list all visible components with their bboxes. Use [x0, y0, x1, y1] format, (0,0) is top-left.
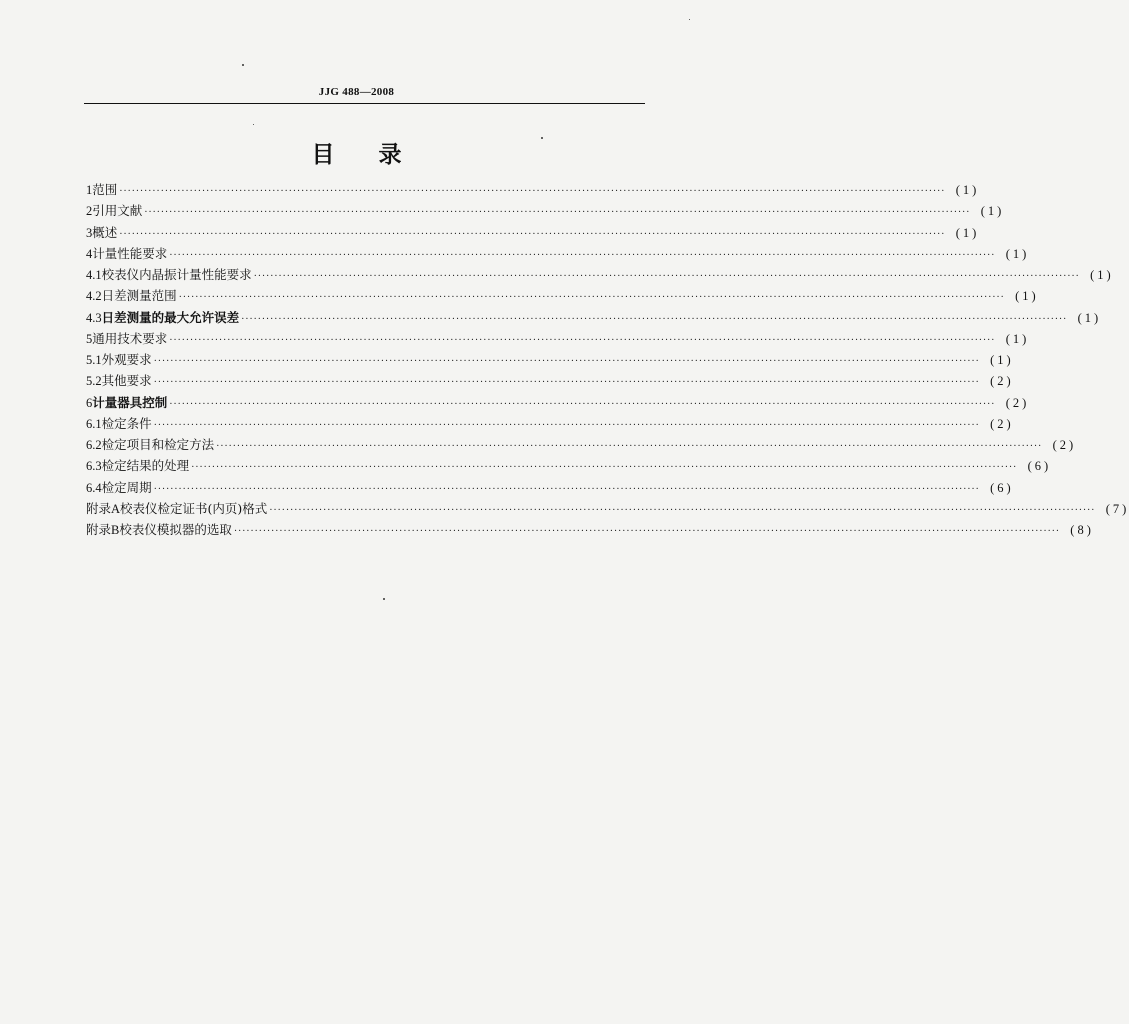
toc-entry-title: 计量性能要求 [92, 245, 168, 261]
toc-entry-page: (1) [980, 204, 1005, 219]
toc-dot-leader: ········································································································································································································ [169, 398, 996, 410]
toc-dot-leader: ········································································································································································································ [169, 249, 996, 261]
toc-dot-leader: ········································································································································································································ [191, 462, 1018, 474]
toc-entry-title: 检定项目和检定方法 [101, 437, 215, 452]
toc-entry [86, 371, 1014, 392]
toc-entry [86, 223, 980, 244]
toc-entry-title: 校表仪检定证书(内页)格式 [120, 500, 268, 516]
toc-entry [86, 308, 1102, 329]
toc-entry [86, 350, 1014, 371]
toc-entry-number: 附录B [86, 523, 120, 537]
toc-entry-title: 引用文献 [92, 203, 143, 219]
toc-entry [86, 478, 1014, 499]
toc-entry-page: (8) [1070, 523, 1094, 537]
toc-entry-page: (1) [1077, 310, 1102, 325]
toc-entry-title: 通用技术要求 [92, 330, 168, 346]
toc-entry-title: 检定条件 [101, 415, 152, 431]
toc-entry-title: 概述 [92, 224, 118, 240]
toc-entry-title: 校表仪模拟器的选取 [119, 522, 232, 537]
toc-dot-leader: ········································································································································································································ [153, 356, 980, 367]
toc-entry-number: 6.2 [86, 438, 102, 452]
toc-entry-page: (6) [990, 480, 1014, 495]
toc-dot-leader: ········································································································································································································ [253, 271, 1080, 282]
toc-entry-page: (2) [1005, 395, 1030, 410]
scan-speck [541, 137, 543, 139]
toc-entry-number: 6 [86, 395, 93, 410]
scan-speck [383, 598, 385, 600]
toc-entry-page: (1) [1005, 331, 1030, 346]
toc-entry-page: (1) [990, 353, 1014, 367]
toc-entry-number: 附录A [86, 501, 121, 516]
toc-entry-number: 2 [86, 204, 93, 219]
toc-dot-leader: ········································································································································································································ [119, 186, 946, 197]
scan-speck [242, 64, 244, 66]
toc-entry-page: (2) [990, 416, 1014, 431]
toc-entry-title: 其他要求 [101, 373, 152, 389]
toc-entry-page: (2) [990, 374, 1014, 389]
toc-entry-page: (1) [1090, 268, 1114, 282]
toc-dot-leader: ········································································································································································································ [216, 441, 1043, 452]
toc-entry-page: (1) [955, 225, 980, 240]
toc-entry [86, 499, 1129, 520]
toc-dot-leader: ········································································································································································································ [153, 483, 980, 495]
toc-entry-number: 3 [86, 225, 93, 240]
toc-entry [86, 244, 1030, 265]
toc-entry-title: 检定周期 [101, 479, 152, 495]
toc-entry-number: 1 [86, 183, 93, 197]
toc-entry-number: 4.3 [86, 310, 102, 325]
toc-entry-page: (2) [1052, 438, 1077, 452]
scan-speck [253, 124, 254, 125]
toc-entry-number: 4.2 [86, 289, 102, 304]
toc-dot-leader: ········································································································································································································ [269, 504, 1096, 516]
header-rule [84, 103, 645, 104]
toc-entry [86, 201, 1005, 222]
scan-speck [689, 19, 690, 20]
toc-entry [86, 329, 1030, 350]
toc-entry-number: 5.1 [86, 353, 102, 367]
toc-entry [86, 393, 1030, 414]
toc-entry-number: 6.3 [86, 459, 102, 474]
toc-entry-page: (1) [1015, 289, 1039, 304]
toc-entry-number: 6.4 [86, 480, 102, 495]
toc-entry-number: 5 [86, 331, 93, 346]
toc-dot-leader: ········································································································································································································ [178, 292, 1005, 304]
toc-entry-title: 计量器具控制 [92, 394, 168, 410]
toc-entry-page: (7) [1105, 501, 1129, 516]
toc-entry-title: 日差测量范围 [101, 288, 177, 304]
document-code-header: JJG 488—2008 [318, 86, 395, 98]
toc-entry [86, 456, 1052, 477]
toc-entry-page: (1) [1005, 246, 1030, 261]
toc-dot-leader: ········································································································································································································ [169, 334, 996, 346]
toc-dot-leader: ········································································································································································································ [119, 228, 946, 240]
toc-entry-title: 校表仪内晶振计量性能要求 [101, 267, 252, 282]
toc-entry-number: 4.1 [86, 268, 102, 282]
toc-dot-leader: ········································································································································································································ [144, 207, 971, 219]
toc-entry [86, 520, 1094, 541]
toc-entry-title: 检定结果的处理 [101, 458, 190, 474]
toc-entry-title: 日差测量的最大允许误差 [101, 309, 240, 325]
page-title: 目录 [311, 142, 446, 168]
toc-dot-leader: ········································································································································································································ [241, 313, 1068, 325]
toc-entry-number: 4 [86, 246, 93, 261]
toc-entry-number: 6.1 [86, 416, 102, 431]
toc-entry-title: 范围 [92, 182, 118, 197]
toc-entry [86, 180, 980, 201]
toc-dot-leader: ········································································································································································································ [153, 419, 980, 431]
toc-entry [86, 265, 1114, 286]
toc-entry [86, 286, 1039, 307]
toc-entry-page: (1) [955, 183, 980, 197]
table-of-contents [86, 180, 1129, 541]
toc-entry-page: (6) [1027, 459, 1052, 474]
toc-entry-title: 外观要求 [101, 352, 152, 367]
toc-dot-leader: ········································································································································································································ [233, 526, 1060, 537]
toc-entry [86, 414, 1014, 435]
toc-entry-number: 5.2 [86, 374, 102, 389]
toc-entry [86, 435, 1077, 456]
toc-dot-leader: ········································································································································································································ [153, 377, 980, 389]
